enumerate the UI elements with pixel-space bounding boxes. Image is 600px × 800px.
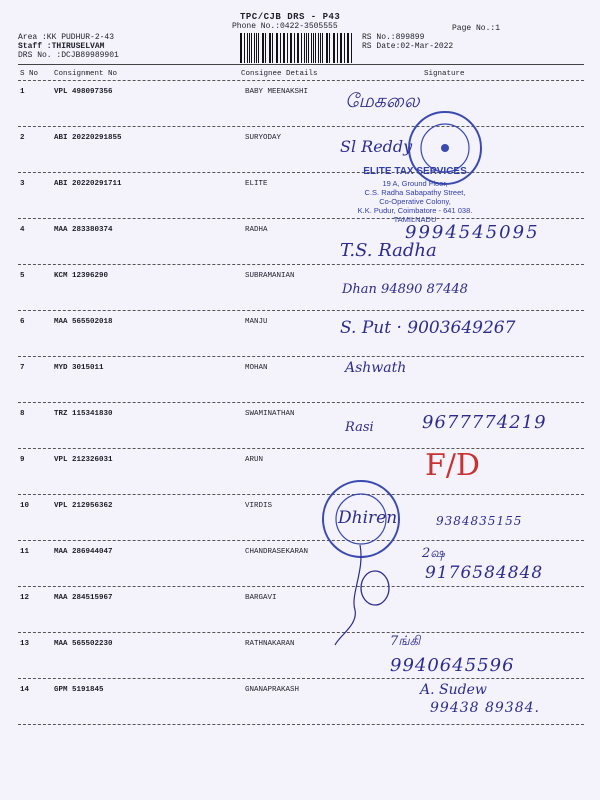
consignment-number: VPL 212956362: [54, 502, 113, 510]
row-divider: [18, 402, 584, 403]
page-number: Page No.:1: [452, 24, 501, 33]
stamp-line4: K.K. Pudur, Coimbatore - 641 038.: [357, 206, 473, 215]
phone-number: Phone No.:0422-3505555: [232, 22, 338, 31]
barcode-bar: [304, 33, 305, 63]
signature-1: மேகலை: [345, 90, 420, 112]
barcode-bar: [320, 33, 321, 63]
signature-4: T.S. Radha: [340, 240, 437, 261]
sheet-title: TPC/CJB DRS - P43: [240, 12, 341, 22]
row-number: 8: [20, 410, 25, 418]
consignment-number: ABI 20220291711: [54, 180, 122, 188]
signature-13: 7ங்கி: [390, 634, 421, 649]
consignment-number: MAA 565502018: [54, 318, 113, 326]
phone-11: 9176584848: [425, 563, 544, 583]
row-divider: [18, 264, 584, 265]
area-label: Area :KK PUDHUR-2-43: [18, 33, 115, 42]
row-number: 14: [20, 686, 30, 694]
row-divider: [18, 218, 584, 219]
consignee-name: ELITE: [245, 180, 268, 188]
row-number: 7: [20, 364, 25, 372]
row-divider: [18, 586, 584, 587]
consignment-number: VPL 212326031: [54, 456, 113, 464]
barcode: [240, 33, 354, 63]
consignment-number: ABI 20220291855: [54, 134, 122, 142]
row-divider: [18, 356, 584, 357]
consignee-name: MANJU: [245, 318, 268, 326]
consignee-name: RADHA: [245, 226, 268, 234]
stamp-name: ELITE TAX SERVICES: [363, 166, 467, 177]
consignee-name: GNANAPRAKASH: [245, 686, 300, 694]
row-divider: [18, 448, 584, 449]
barcode-bar: [334, 33, 335, 63]
consignment-number: VPL 498097356: [54, 88, 113, 96]
consignee-name: BARGAVI: [245, 594, 277, 602]
consignee-name: VIRDIS: [245, 502, 273, 510]
row-divider: [18, 724, 584, 725]
header-divider: [18, 64, 584, 65]
col-consignment: Consignment No: [54, 70, 118, 78]
signature-14: A. Sudew: [420, 682, 487, 698]
row-divider: [18, 632, 584, 633]
row-number: 11: [20, 548, 30, 556]
col-signature: Signature: [424, 70, 465, 78]
consignment-number: MAA 565502230: [54, 640, 113, 648]
row-number: 6: [20, 318, 25, 326]
pen-stroke: [330, 540, 400, 650]
signature-6: S. Put · 9003649267: [340, 318, 516, 338]
row-number: 2: [20, 134, 25, 142]
signature-2: Sl Reddy: [340, 137, 413, 156]
row-divider: [18, 678, 584, 679]
signature-11: 2ஷ: [422, 546, 445, 561]
row-number: 9: [20, 456, 25, 464]
fd-mark: F/D: [425, 448, 480, 483]
rs-number: RS No.:899899: [362, 33, 425, 42]
signature-7: Ashwath: [345, 360, 407, 376]
signature-8: Rasi: [345, 420, 374, 435]
consignee-name: BABY MEENAKSHI: [245, 88, 309, 96]
stamp-line3: Co-Operative Colony,: [379, 197, 451, 206]
consignment-number: MYD 3015011: [54, 364, 104, 372]
row-number: 12: [20, 594, 30, 602]
consignee-name: SUBRAMANIAN: [245, 272, 295, 280]
consignment-number: TRZ 115341830: [54, 410, 113, 418]
phone-13: 9940645596: [390, 655, 515, 676]
consignee-name: CHANDRASEKARAN: [245, 548, 309, 556]
drs-number: DRS No. :DCJB89989901: [18, 51, 119, 60]
consignee-name: SWAMINATHAN: [245, 410, 295, 418]
barcode-bar: [247, 33, 248, 63]
row-divider: [18, 126, 584, 127]
row-number: 5: [20, 272, 25, 280]
row-divider: [18, 494, 584, 495]
phone-4: 9994545095: [405, 222, 540, 243]
consignment-number: MAA 284515967: [54, 594, 113, 602]
signature-10: Dhiren: [338, 508, 398, 528]
consignee-name: ARUN: [245, 456, 264, 464]
row-number: 10: [20, 502, 30, 510]
consignee-name: MOHAN: [245, 364, 268, 372]
barcode-bar: [287, 33, 288, 63]
phone-8: 9677774219: [422, 412, 547, 433]
row-number: 1: [20, 88, 25, 96]
col-consignee: Consignee Details: [241, 70, 318, 78]
stamp-line1: 19 A, Ground Floor,: [382, 179, 448, 188]
signature-5: Dhan 94890 87448: [342, 282, 468, 297]
col-sno: S No: [20, 70, 39, 78]
row-number: 13: [20, 640, 30, 648]
staff-label: Staff :THIRUSELVAM: [18, 42, 105, 51]
phone-10: 9384835155: [436, 514, 523, 528]
row-divider: [18, 172, 584, 173]
row-number: 4: [20, 226, 25, 234]
stamp-line2: C.S. Radha Sabapathy Street,: [364, 188, 466, 197]
consignee-name: SURYODAY: [245, 134, 282, 142]
barcode-bar: [258, 33, 259, 63]
consignment-number: GPM 5191845: [54, 686, 104, 694]
stamp-line5: TAMILNADU: [393, 215, 437, 224]
barcode-bar: [272, 33, 273, 63]
rs-date: RS Date:02-Mar-2022: [362, 42, 454, 51]
row-number: 3: [20, 180, 25, 188]
column-divider: [18, 80, 584, 81]
row-divider: [18, 540, 584, 541]
consignment-number: MAA 286944047: [54, 548, 113, 556]
row-divider: [18, 310, 584, 311]
consignment-number: KCM 12396290: [54, 272, 109, 280]
phone-14: 99438 89384.: [430, 700, 540, 716]
consignee-name: RATHNAKARAN: [245, 640, 295, 648]
consignment-number: MAA 283380374: [54, 226, 113, 234]
